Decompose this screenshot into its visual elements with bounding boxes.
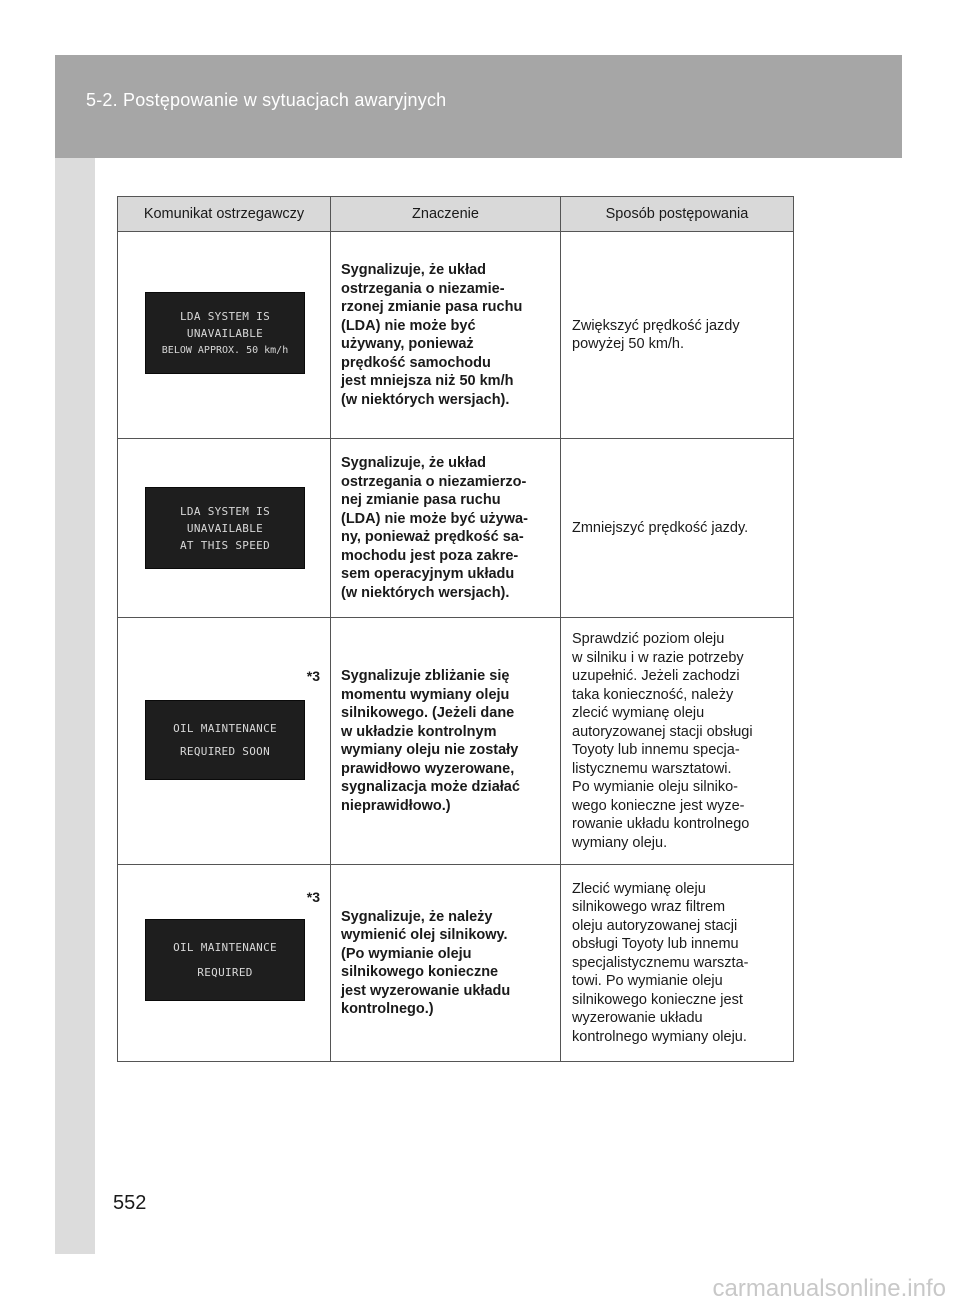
text-line: autoryzowanej stacji obsługi [572,723,753,740]
text-line: powyżej 50 km/h. [572,336,685,352]
text-line: Zmniejszyć prędkość jazdy. [572,519,749,536]
action-cell [561,865,794,1062]
lcd-line: LDA SYSTEM IS [180,309,270,323]
table-row [118,865,794,1062]
text-line: silnikowego konieczne jest [572,991,743,1008]
text-line: ostrzegania o niezamierzo- [341,473,527,490]
text-line: (LDA) nie może być używa- [341,510,528,527]
text-line: silnikowego konieczne [341,964,499,980]
text-line: w silniku i w razie potrzeby [572,649,744,666]
text-line: rowanie układu kontrolnego [572,816,750,832]
lcd-line: UNAVAILABLE [186,326,264,340]
lcd-display-image [145,919,305,1001]
text-line: Sygnalizuje, że układ [341,262,487,278]
warning-table [117,196,794,1062]
lcd-line: UNAVAILABLE [186,521,264,535]
table-row [118,618,794,865]
text-line: silnikowego. (Jeżeli dane [341,705,515,721]
text-line: jest wyzerowanie układu [341,982,511,999]
table-row [118,232,794,439]
meaning-cell [331,865,561,1062]
text-line: sygnalizacja może działać [341,779,520,795]
lcd-line: AT THIS SPEED [180,538,270,552]
text-line: wego konieczne jest wyze- [572,797,745,814]
watermark: carmanualsonline.info [712,1275,946,1302]
text-line: używany, ponieważ [341,336,474,352]
footnote-marker: *3 [306,889,320,905]
text-line: sem operacyjnym układu [341,566,515,582]
text-line: w układzie kontrolnym [341,723,497,740]
action-cell [561,232,794,439]
column-header: Znaczenie [331,197,561,232]
text-line: prawidłowo wyzerowane, [341,760,515,777]
lcd-line: LDA SYSTEM IS [180,504,270,518]
text-line: zlecić wymianę oleju [572,705,705,721]
text-line: wymienić olej silnikowy. [341,927,508,943]
text-line: wymiany oleju. [572,834,668,851]
text-line: Toyoty lub innemu specja- [572,742,740,758]
text-line: Zlecić wymianę oleju [572,880,706,897]
lcd-display-image [145,487,305,569]
table-row [118,439,794,618]
text-line: taka konieczność, należy [572,686,734,703]
text-line: nieprawidłowo.) [341,797,451,814]
display-cell [118,232,331,439]
lcd-line: REQUIRED SOON [180,745,270,758]
section-title: 5-2. Postępowanie w sytuacjach awaryjnych [86,90,447,110]
lcd-display-image [145,700,305,780]
text-line: Sygnalizuje zbliżanie się [341,668,510,684]
table-header-row [118,197,794,232]
text-line: prędkość samochodu [341,354,491,371]
text-line: mochodu jest poza zakre- [341,547,519,564]
display-cell [118,618,331,865]
text-line: oleju autoryzowanej stacji [572,917,738,934]
text-line: Po wymianie oleju silniko- [572,779,739,795]
text-line: nej zmianie pasa ruchu [341,492,501,508]
text-line: wymiany oleju nie zostały [341,742,519,758]
lcd-line: BELOW APPROX. 50 km/h [161,344,289,356]
action-cell [561,618,794,865]
text-line: wyzerowanie układu [572,1010,703,1027]
display-cell [118,865,331,1062]
meaning-cell [331,618,561,865]
text-line: rzonej zmianie pasa ruchu [341,299,523,315]
text-line: silnikowego wraz filtrem [572,899,726,916]
text-line: Zwiększyć prędkość jazdy [572,317,740,334]
column-header: Sposób postępowania [561,197,794,232]
text-line: ostrzegania o niezamie- [341,280,505,297]
text-line: (LDA) nie może być [341,317,476,334]
text-line: (w niektórych wersjach). [341,584,510,601]
meaning-cell [331,439,561,618]
meaning-cell [331,232,561,439]
text-line: specjalistycznemu warszta- [572,954,749,971]
text-line: towi. Po wymianie oleju [572,973,723,990]
action-cell [561,439,794,618]
side-strip [55,158,95,1254]
text-line: listycznemu warsztatowi. [572,760,732,777]
text-line: uzupełnić. Jeżeli zachodzi [572,668,740,684]
display-cell [118,439,331,618]
text-line: Sygnalizuje, że należy [341,908,493,925]
text-line: kontrolnego wymiany oleju. [572,1028,747,1045]
lcd-line: OIL MAINTENANCE [173,722,277,735]
column-header: Komunikat ostrzegawczy [118,197,331,232]
text-line: jest mniejsza niż 50 km/h [341,373,514,389]
text-line: Sygnalizuje, że układ [341,455,487,471]
text-line: ny, ponieważ prędkość sa- [341,529,524,545]
text-line: obsługi Toyoty lub innemu [572,936,739,953]
page-number: 552 [113,1192,147,1214]
lcd-line: REQUIRED [197,966,253,979]
lcd-display-image [145,292,305,374]
text-line: momentu wymiany oleju [341,686,510,703]
text-line: Sprawdzić poziom oleju [572,631,725,647]
text-line: kontrolnego.) [341,1001,434,1017]
lcd-line: OIL MAINTENANCE [173,941,277,954]
text-line: (w niektórych wersjach). [341,391,510,408]
footnote-marker: *3 [306,668,320,684]
text-line: (Po wymianie oleju [341,945,472,962]
